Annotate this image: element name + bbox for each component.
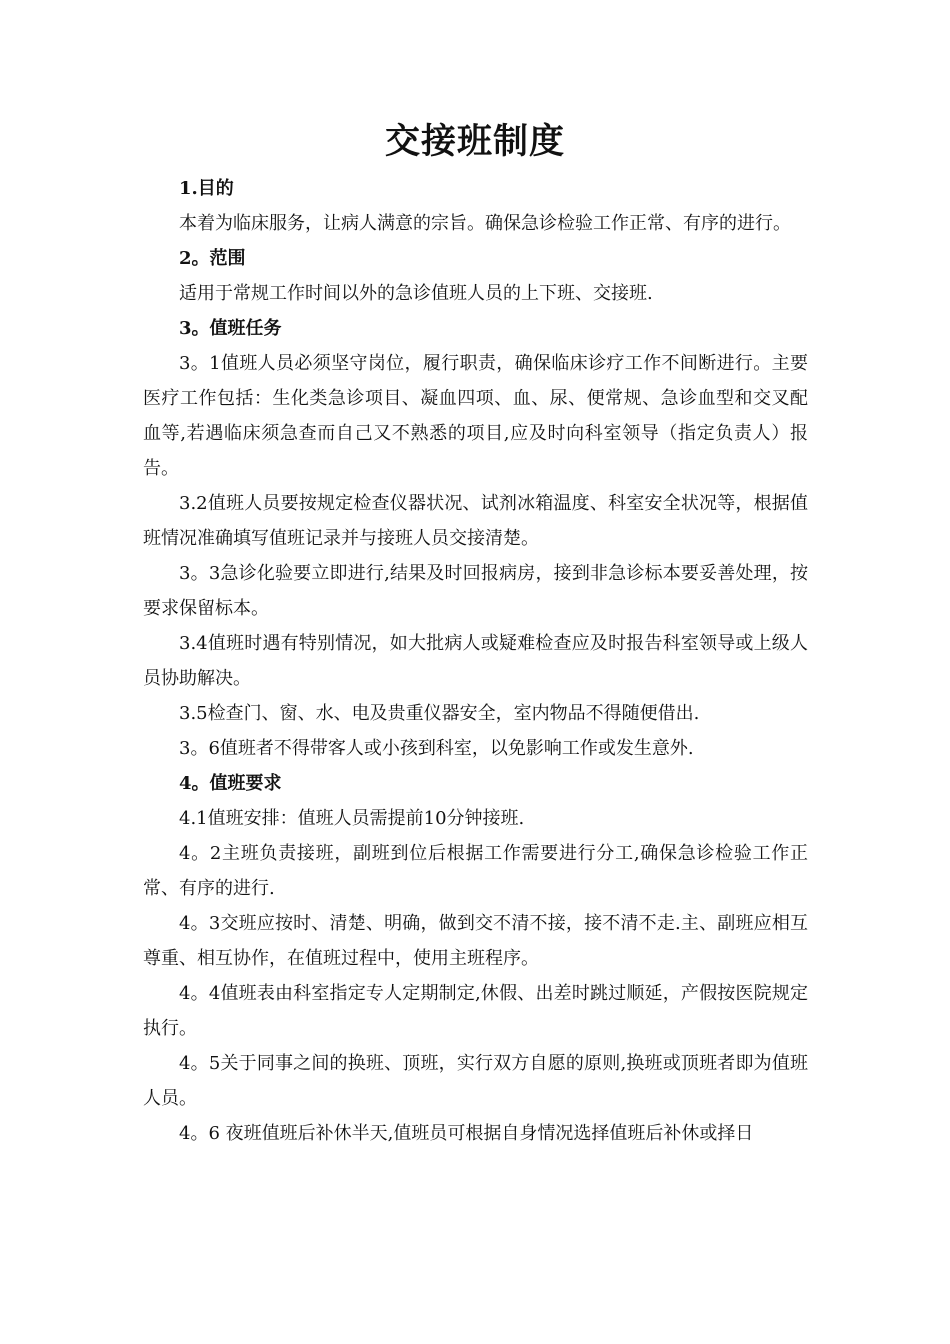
- document-body: [143, 171, 808, 1151]
- section-heading-purpose: 1.目的: [179, 178, 234, 199]
- paragraph-3-3: 3。3急诊化验要立即进行,结果及时回报病房，接到非急诊标本要妥善处理，按要求保留标本。: [143, 563, 808, 619]
- paragraph-4-6: 4。6 夜班值班后补休半天,值班员可根据自身情况选择值班后补休或择日: [179, 1123, 754, 1144]
- section-heading-duty-requirements: 4。值班要求: [179, 773, 282, 794]
- paragraph-3-6: 3。6值班者不得带客人或小孩到科室，以免影响工作或发生意外.: [179, 738, 694, 759]
- paragraph-3-5: 3.5检查门、窗、水、电及贵重仪器安全，室内物品不得随便借出.: [179, 703, 700, 724]
- section-heading-duty-tasks: 3。值班任务: [179, 318, 282, 339]
- paragraph-4-1: 4.1值班安排：值班人员需提前10分钟接班.: [179, 808, 525, 829]
- paragraph-4-3: 4。3交班应按时、清楚、明确，做到交不清不接，接不清不走.主、副班应相互尊重、相互协作，在值班过程中，使用主班程序。: [143, 913, 808, 969]
- paragraph-4-2: 4。2主班负责接班，副班到位后根据工作需要进行分工,确保急诊检验工作正常、有序的进行.: [143, 843, 808, 899]
- paragraph-4-5: 4。5关于同事之间的换班、顶班，实行双方自愿的原则,换班或顶班者即为值班人员。: [143, 1053, 808, 1109]
- paragraph-scope: 适用于常规工作时间以外的急诊值班人员的上下班、交接班.: [179, 283, 653, 304]
- document-title: 交接班制度: [384, 121, 565, 162]
- paragraph-purpose: 本着为临床服务，让病人满意的宗旨。确保急诊检验工作正常、有序的进行。: [179, 213, 791, 234]
- paragraph-3-1: 3。1值班人员必须坚守岗位，履行职责，确保临床诊疗工作不间断进行。主要医疗工作包括：生化类急诊项目、凝血四项、血、尿、便常规、急诊血型和交叉配血等,若遇临床须急查而自己又不熟悉的项目,应及时向科室领导（指定负责人）报告。: [143, 353, 808, 479]
- paragraph-4-4: 4。4值班表由科室指定专人定期制定,休假、出差时跳过顺延，产假按医院规定执行。: [143, 983, 808, 1039]
- paragraph-3-2: 3.2值班人员要按规定检查仪器状况、试剂冰箱温度、科室安全状况等，根据值班情况准确填写值班记录并与接班人员交接清楚。: [143, 493, 808, 549]
- paragraph-3-4: 3.4值班时遇有特别情况，如大批病人或疑难检查应及时报告科室领导或上级人员协助解决。: [143, 633, 808, 689]
- section-heading-scope: 2。范围: [179, 248, 246, 269]
